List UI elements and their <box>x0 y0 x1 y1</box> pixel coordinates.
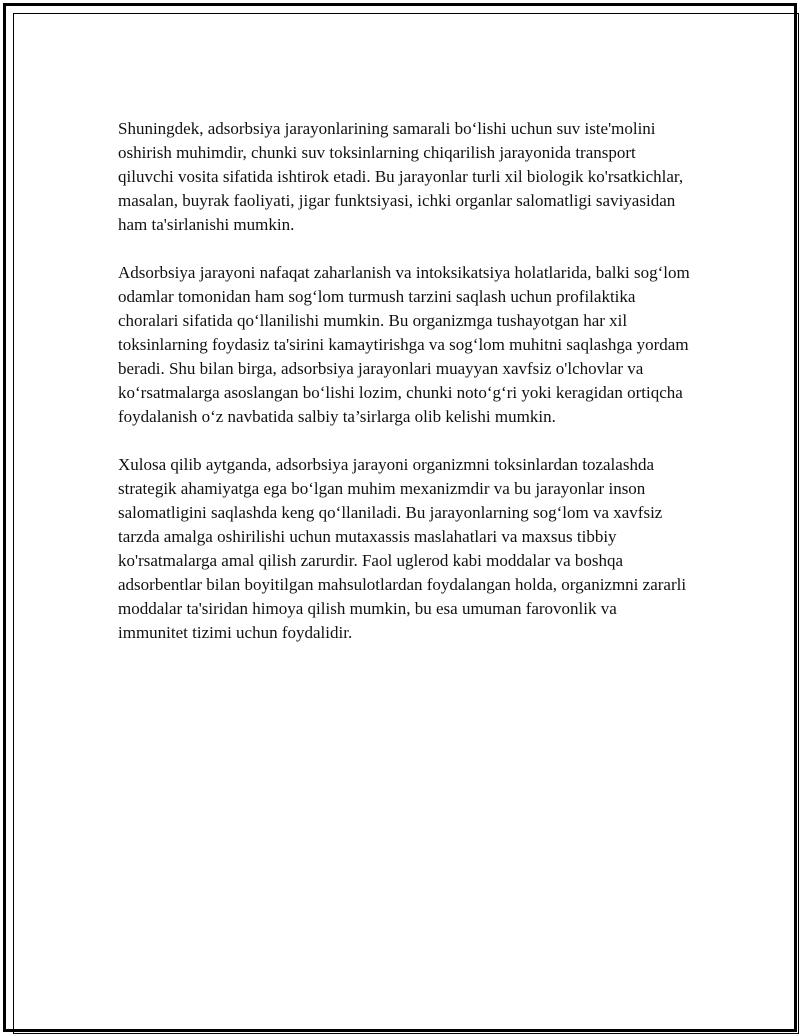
paragraph-1: Shuningdek, adsorbsiya jarayonlarining samarali bo‘lishi uchun suv iste'molini oshirish muhimdir, chunki suv toksinlarning chiqarilish jarayonida transport qiluvchi vosita sifatida ishtirok etadi. Bu jarayonlar turli xil biologik ko'rsatkichlar, masalan, buyrak faoliyati, jigar funktsiyasi, ichki organlar salomatligi saviyasidan ham ta'sirlanishi mumkin. <box>118 119 684 234</box>
paragraph-2: Adsorbsiya jarayoni nafaqat zaharlanish va intoksikatsiya holatlarida, balki sog‘lom odamlar tomonidan ham sog‘lom turmush tarzini saqlash uchun profilaktika choralari sifatida qo‘llanilishi mumkin. Bu organizmga tushayotgan har xil toksinlarning foydasiz ta'sirini kamaytirishga va sog‘lom muhitni saqlashga yordam beradi. Shu bilan birga, adsorbsiya jarayonlari muayyan xavfsiz o'lchovlar va ko‘rsatmalarga asoslangan bo‘lishi lozim, chunki noto‘g‘ri yoki keragidan ortiqcha foydalanish o‘z navbatida salbiy ta’sirlarga olib kelishi mumkin. <box>118 263 690 426</box>
document-body <box>118 117 690 645</box>
paragraph-3: Xulosa qilib aytganda, adsorbsiya jarayoni organizmni toksinlardan tozalashda strategik ahamiyatga ega bo‘lgan muhim mexanizmdir va bu jarayonlar inson salomatligini saqlashda keng qo‘llaniladi. Bu jarayonlarning sog‘lom va xavfsiz tarzda amalga oshirilishi uchun mutaxassis maslahatlari va maxsus tibbiy ko'rsatmalarga amal qilish zarurdir. Faol uglerod kabi moddalar va boshqa adsorbentlar bilan boyitilgan mahsulotlardan foydalangan holda, organizmni zararli moddalar ta'siridan himoya qilish mumkin, bu esa umuman farovonlik va immunitet tizimi uchun foydalidir. <box>118 455 687 642</box>
